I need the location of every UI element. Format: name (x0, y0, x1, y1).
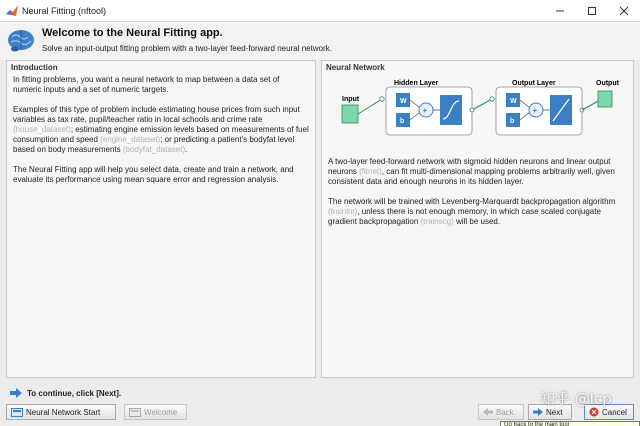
hidden-b-label: b (400, 118, 405, 125)
house-dataset-link: (house_dataset) (13, 125, 71, 134)
fitnet-link: (fitnet) (359, 167, 382, 176)
neural-network-text (328, 157, 625, 237)
hidden-layer-label: Hidden Layer (394, 80, 439, 87)
arrow-right-icon (533, 408, 543, 416)
watermark: 知乎 @lcp (540, 390, 612, 408)
output-layer-label: Output Layer (512, 80, 556, 87)
connector-node (490, 97, 494, 101)
close-icon (619, 6, 629, 16)
trainscg-link: (trainscg) (420, 217, 454, 226)
continue-text: To continue, click [Next]. (27, 388, 122, 398)
output-w-label: W (510, 98, 517, 105)
close-window-button[interactable] (608, 0, 640, 22)
welcome-label: Welcome (144, 407, 178, 417)
diagram-input-label: Input (342, 96, 360, 103)
network-paragraph-1 (328, 157, 625, 187)
network-text-span: , unless there is not enough memory, in which case scaled conjugate gradient backpropagation (328, 207, 601, 226)
back-label: Back (496, 407, 514, 417)
neural-network-panel (321, 60, 634, 378)
diagram-output-label: Output (596, 80, 619, 87)
continue-hint (10, 388, 121, 398)
title-bar (0, 0, 640, 22)
network-start-icon (11, 408, 23, 417)
cancel-label: Cancel (602, 407, 627, 417)
hidden-plus-label: + (422, 106, 428, 115)
welcome-header (0, 22, 640, 60)
trainlm-link: (trainlm) (328, 207, 358, 216)
intro-text-span: Examples of this type of problem include estimating house prices from such input variables as tax rate, pupil/teacher ratio in local schools and crime rate (13, 105, 300, 124)
output-plus-label: + (532, 106, 538, 115)
matlab-app-icon (5, 4, 19, 18)
connector-node (380, 97, 384, 101)
network-text-span: , can fit multi-dimensional mapping problems arbitrarily well, given consistent data and enough neurons in its hidden layer. (328, 167, 615, 186)
input-node (342, 105, 358, 123)
intro-text-span: ; or predicting a patient's bodyfat level based on body measurements (13, 135, 295, 154)
network-diagram (334, 75, 624, 155)
network-text-span: The network will be trained with Levenberg-Marquardt backpropagation algorithm (328, 197, 616, 206)
intro-text-span: . (185, 145, 188, 154)
introduction-heading: Introduction (11, 63, 58, 72)
network-paragraph-2 (328, 197, 625, 227)
introduction-panel (6, 60, 316, 378)
window-title: Neural Fitting (nftool) (22, 6, 107, 16)
maximize-icon (587, 6, 597, 16)
minimize-icon (555, 6, 565, 16)
back-button[interactable] (478, 404, 524, 420)
bodyfat-dataset-link: (bodyfat_dataset) (122, 145, 186, 154)
intro-paragraph-2 (13, 105, 309, 155)
welcome-button[interactable] (124, 404, 187, 420)
layer-connector (472, 99, 492, 110)
neural-network-heading: Neural Network (326, 63, 385, 72)
next-label: Next (546, 407, 563, 417)
network-text-span: A two-layer feed-forward network with sigmoid hidden neurons and linear output neurons (328, 157, 611, 176)
hidden-w-label: W (400, 98, 407, 105)
brain-icon (6, 25, 36, 55)
engine-dataset-link: (engine_dataset) (100, 135, 161, 144)
page-title: Welcome to the Neural Fitting app. (42, 27, 223, 39)
back-tooltip: Go back to the main tool (500, 421, 640, 426)
page-subtitle: Solve an input-output fitting problem with a two-layer feed-forward neural network. (42, 44, 332, 53)
intro-paragraph-3: The Neural Fitting app will help you select data, create and train a network, and evaluate its performance using mean square error and regression analysis. (13, 165, 294, 184)
welcome-icon (129, 408, 141, 417)
arrow-left-icon (483, 408, 493, 416)
intro-text-span: ; estimating engine emission levels based on measurements of fuel consumption and speed (13, 125, 309, 144)
output-node (598, 91, 612, 107)
neural-network-start-button[interactable] (6, 404, 116, 420)
connector-node (470, 108, 474, 112)
neural-network-start-label: Neural Network Start (26, 407, 101, 417)
introduction-text (13, 75, 309, 195)
output-b-label: b (510, 118, 515, 125)
input-connector (358, 99, 382, 114)
maximize-button[interactable] (576, 0, 608, 22)
minimize-button[interactable] (544, 0, 576, 22)
network-text-span: will be used. (453, 217, 501, 226)
intro-paragraph-1: In fitting problems, you want a neural network to map between a data set of numeric inputs and a set of numeric targets. (13, 75, 280, 94)
arrow-right-icon (10, 388, 22, 398)
